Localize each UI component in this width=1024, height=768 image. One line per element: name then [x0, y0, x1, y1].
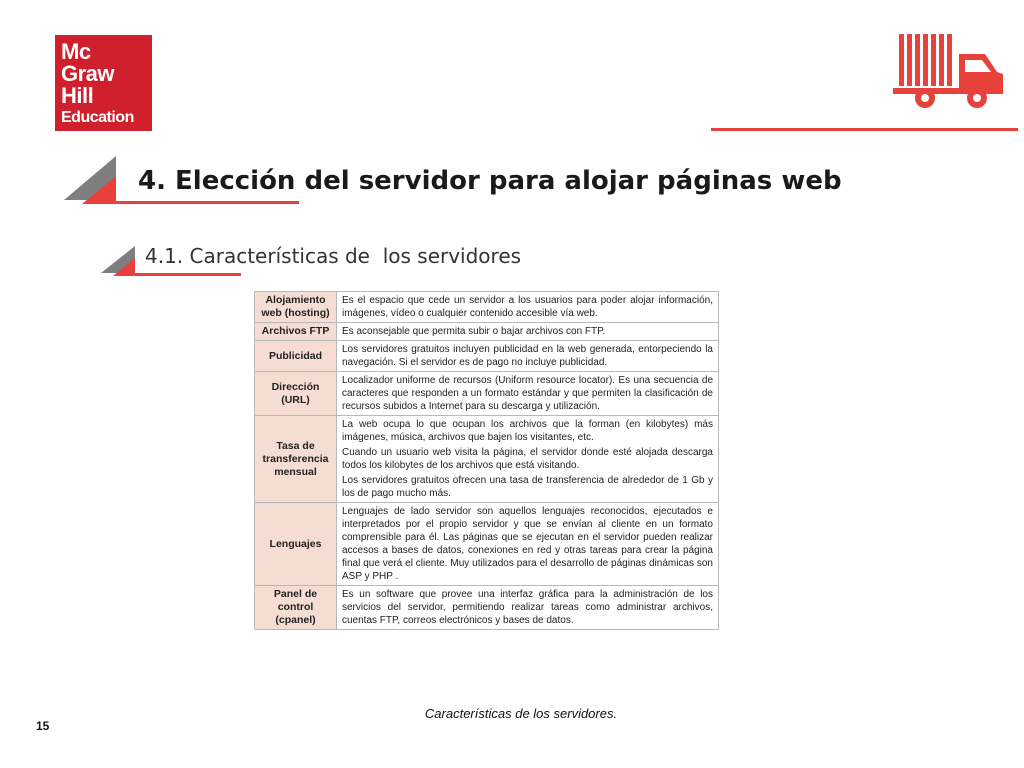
description-cell — [337, 503, 719, 586]
server-characteristics-table — [254, 291, 719, 630]
table-row — [255, 292, 719, 323]
table-row — [255, 341, 719, 372]
page-title: 4. Elección del servidor para alojar páginas web — [138, 166, 842, 196]
term-cell: Tasa de transferencia mensual — [255, 416, 337, 503]
description-text: La web ocupa lo que ocupan los archivos que la forman (en kilobytes) más imágenes, música, archivos que bajen los visitantes, etc. — [342, 419, 713, 443]
term-cell: Publicidad — [255, 341, 337, 372]
term-cell: Alojamiento web (hosting) — [255, 292, 337, 323]
delivery-truck-icon — [893, 32, 1005, 112]
logo-line-2: Graw — [61, 61, 115, 86]
page-subtitle: 4.1. Características de los servidores — [145, 244, 522, 268]
table-caption: Características de los servidores. — [424, 706, 618, 721]
term-cell: Panel de control (cpanel) — [255, 586, 337, 630]
table-row — [255, 586, 719, 630]
description-text: Los servidores gratuitos ofrecen una tasa de transferencia de alrededor de 1 Gb y los de pago mucho más. — [342, 475, 713, 499]
table-row — [255, 323, 719, 341]
description-text: Cuando un usuario web visita la página, el servidor donde esté alojada descarga todos los kilobytes de los archivos que está visitando. — [342, 447, 713, 471]
term-cell: Dirección (URL) — [255, 372, 337, 416]
description-text: Es el espacio que cede un servidor a los usuarios para poder alojar información, imágenes, vídeo o cualquier contenido accesible vía web. — [342, 295, 713, 319]
term-cell: Lenguajes — [255, 503, 337, 586]
description-cell — [337, 292, 719, 323]
table-row — [255, 416, 719, 503]
description-cell — [337, 341, 719, 372]
description-text: Lenguajes de lado servidor son aquellos lenguajes reconocidos, ejecutados e interpretados por el propio servidor y que se envían al cliente en un formato comprensible para él. Las páginas que se ejecutan en el servidor pueden realizar accesos a bases de datos, conexiones en red y otras tareas para crear la página final que verá el cliente. Muy utilizados para el desarrollo de páginas dinámicas son ASP y PHP . — [342, 506, 713, 582]
description-cell — [337, 586, 719, 630]
table-row — [255, 503, 719, 586]
description-text: Los servidores gratuitos incluyen publicidad en la web generada, entorpeciendo la navegación. Si el servidor es de pago no incluye publicidad. — [342, 344, 713, 368]
description-text: Localizador uniforme de recursos (Uniform resource locator). Es una secuencia de caracteres que responden a un formato estándar y que permiten la clasificación de recursos subidos a Internet para su descarga y utilización. — [342, 375, 713, 412]
description-cell — [337, 372, 719, 416]
mcgraw-hill-logo — [55, 35, 152, 131]
logo-line-1: Mc — [61, 39, 91, 64]
description-cell — [337, 323, 719, 341]
description-cell — [337, 416, 719, 503]
description-text: Es aconsejable que permita subir o bajar archivos con FTP. — [342, 326, 606, 337]
description-text: Es un software que provee una interfaz gráfica para la administración de los servicios del servidor, permitiendo realizar tareas como administrar archivos, cuentas FTP, correos electrónicos y bases de datos. — [342, 589, 713, 626]
term-cell: Archivos FTP — [255, 323, 337, 341]
logo-line-4: Education — [61, 109, 134, 126]
table-row — [255, 372, 719, 416]
logo-line-3: Hill — [61, 83, 94, 108]
header-divider-line — [711, 128, 1018, 131]
page-number: 15 — [36, 719, 50, 733]
